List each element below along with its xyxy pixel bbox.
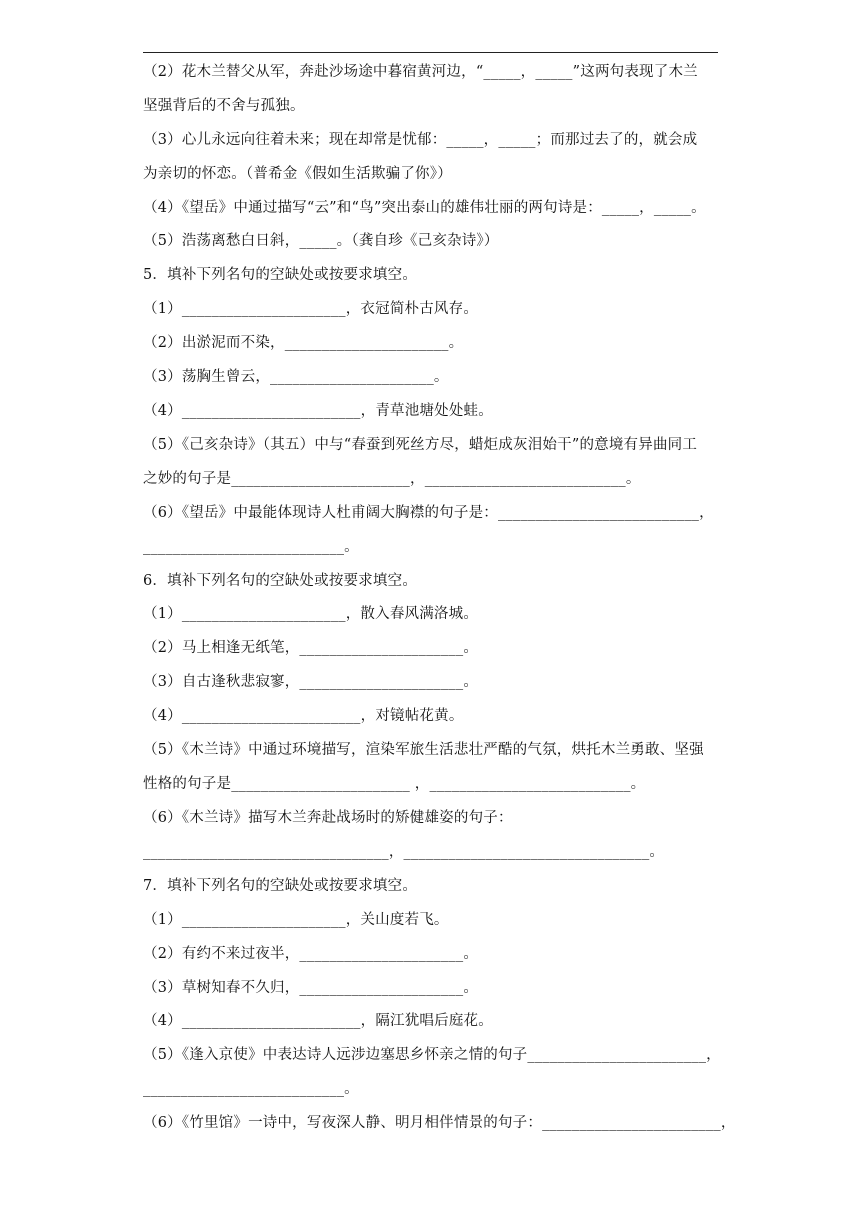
question-line-22: 性格的句子是________________________ ，___________________________。 bbox=[143, 776, 646, 792]
question-line-11: （4）________________________，青草池塘处处蛙。 bbox=[143, 403, 493, 419]
question-line-9: （2）出淤泥而不染，______________________。 bbox=[143, 335, 464, 351]
question-line-30: （5）《逢入京使》中表达诗人远涉边塞思乡怀亲之情的句子________________________， bbox=[143, 1047, 721, 1063]
question-line-19: （3）自古逢秋悲寂寥，______________________。 bbox=[143, 674, 479, 690]
question-line-20: （4）________________________，对镜帖花黄。 bbox=[143, 708, 464, 724]
question-line-14: （6）《望岳》中最能体现诗人杜甫阔大胸襟的句子是：___________________________， bbox=[143, 505, 714, 521]
section-heading-5: 5．填补下列名句的空缺处或按要求填空。 bbox=[143, 267, 418, 283]
question-line-27: （2）有约不来过夜半，______________________。 bbox=[143, 946, 479, 962]
question-line-17: （1）______________________，散入春风满洛城。 bbox=[143, 606, 479, 622]
section-heading-6: 6．填补下列名句的空缺处或按要求填空。 bbox=[143, 573, 418, 589]
question-line-5: （4）《望岳》中通过描写“云”和“鸟”突出泰山的雄伟壮丽的两句诗是：_____，_____。 bbox=[143, 200, 706, 216]
question-line-15: ___________________________。 bbox=[143, 539, 359, 555]
question-line-10: （3）荡胸生曾云，______________________。 bbox=[143, 369, 449, 385]
question-line-26: （1）______________________，关山度若飞。 bbox=[143, 912, 449, 928]
question-line-8: （1）______________________，衣冠简朴古风存。 bbox=[143, 301, 479, 317]
question-line-3: （3）心儿永远向往着未来；现在却常是忧郁：_____，_____；而那过去了的，就会成 bbox=[143, 132, 698, 148]
question-line-6: （5）浩荡离愁白日斜，_____。（龚自珍《己亥杂诗》） bbox=[143, 233, 499, 249]
question-line-29: （4）________________________，隔江犹唱后庭花。 bbox=[143, 1013, 493, 1029]
question-line-31: ___________________________。 bbox=[143, 1081, 359, 1097]
header-rule bbox=[143, 52, 718, 53]
question-line-24: _________________________________，_________________________________。 bbox=[143, 844, 665, 860]
question-line-13: 之妙的句子是________________________，___________________________。 bbox=[143, 471, 641, 487]
question-line-32: （6）《竹里馆》一诗中，写夜深人静、明月相伴情景的句子：________________________， bbox=[143, 1115, 736, 1131]
question-line-28: （3）草树知春不久归，______________________。 bbox=[143, 980, 479, 996]
question-line-18: （2）马上相逢无纸笔，______________________。 bbox=[143, 640, 479, 656]
question-line-21: （5）《木兰诗》中通过环境描写，渲染军旅生活悲壮严酷的气氛，烘托木兰勇敢、坚强 bbox=[143, 742, 704, 758]
question-line-1: （2）花木兰替父从军，奔赴沙场途中暮宿黄河边，“_____，_____”这两句表现了木兰 bbox=[143, 64, 698, 80]
question-line-12: （5）《己亥杂诗》（其五）中与“春蚕到死丝方尽，蜡炬成灰泪始干”的意境有异曲同工 bbox=[143, 437, 698, 453]
question-line-4: 为亲切的怀恋。（普希金《假如生活欺骗了你》） bbox=[143, 166, 452, 182]
section-heading-7: 7．填补下列名句的空缺处或按要求填空。 bbox=[143, 878, 418, 894]
question-line-23: （6）《木兰诗》描写木兰奔赴战场时的矫健雄姿的句子： bbox=[143, 810, 513, 826]
question-line-2: 坚强背后的不舍与孤独。 bbox=[143, 98, 305, 114]
